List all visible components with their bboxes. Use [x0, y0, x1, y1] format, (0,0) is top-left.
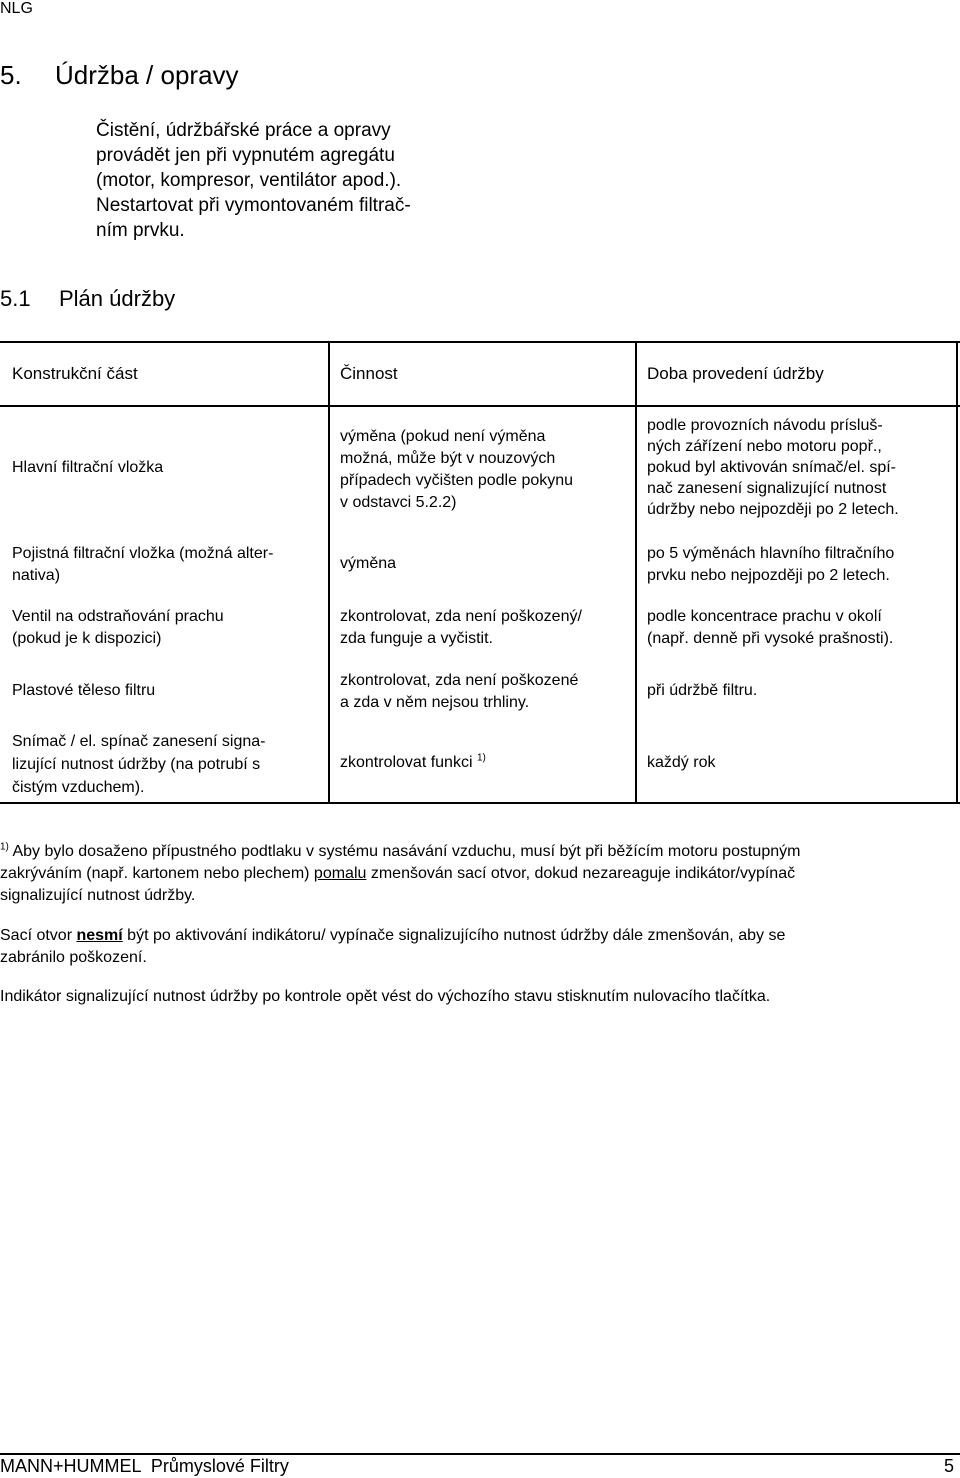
table-row-1-part — [12, 458, 163, 478]
cell-line: (např. denně při vysoké prašnosti). — [647, 630, 894, 647]
cell-line: Ventil na odstraňování prachu — [12, 608, 224, 625]
cell-line: Pojistná filtrační vložka (možná alter- — [12, 545, 274, 562]
subsection-heading — [0, 286, 175, 312]
cell-line: nativa) — [12, 567, 61, 584]
table-row-2-when — [647, 543, 894, 587]
section-heading — [0, 60, 239, 91]
footer-company: MANN+HUMMEL Průmyslové Filtry — [0, 1456, 289, 1476]
cell-line: nač zanesení signalizující nutnost — [647, 480, 887, 497]
cell-line: podle koncentrace prachu v okolí — [647, 608, 882, 625]
warning-line: provádět jen při vypnutém agregátu — [96, 145, 395, 166]
subsection-number: 5.1 — [0, 286, 31, 311]
warning-line: Nestartovat při vymontovaném filtrač- — [96, 195, 411, 216]
note-text: být po aktivování indikátoru/ vypínače signalizujícího nutnost údržby dále zmenšován, aby se — [122, 927, 786, 944]
table-right-border — [956, 341, 958, 804]
table-bottom-border — [0, 802, 960, 804]
section-title: Údržba / opravy — [55, 60, 239, 90]
note-2 — [0, 925, 958, 969]
note-3 — [0, 986, 958, 1008]
table-row-2-part — [12, 543, 273, 587]
column-header-part: Konstrukční část — [12, 364, 138, 383]
footnote-reference: 1) — [476, 752, 486, 764]
table-row-2-activity — [340, 554, 396, 574]
cell-line: každý rok — [647, 754, 716, 771]
cell-line: údržby nebo nejpozději po 2 letech. — [647, 501, 899, 518]
table-row-3-when — [647, 606, 893, 650]
section-number: 5. — [0, 60, 22, 90]
note-text: zmenšován sací otvor, dokud nezareaguje indikátor/vypínač — [366, 865, 796, 882]
table-row-5-part — [12, 730, 265, 799]
table-row-5-when — [647, 753, 715, 773]
cell-line: zkontrolovat funkci — [340, 754, 473, 771]
cell-line: Snímač / el. spínač zanesení signa- — [12, 733, 266, 750]
cell-line: pokud byl aktivován snímač/el. spí- — [647, 459, 897, 476]
cell-line: prvku nebo nejpozději po 2 letech. — [647, 567, 890, 584]
cell-line: zkontrolovat, zda není poškozený/ — [340, 608, 582, 625]
note-text: zabránilo poškození. — [0, 949, 147, 966]
cell-line: po 5 výměnách hlavního filtračního — [647, 545, 895, 562]
table-row-3-part — [12, 606, 224, 650]
cell-line: výměna — [340, 555, 397, 572]
cell-line: čistým vzduchem). — [12, 779, 145, 796]
safety-warning — [96, 118, 496, 243]
cell-line: ných zářízení nebo motoru popř., — [647, 438, 882, 455]
table-row-4-activity — [340, 670, 578, 714]
table-header-border — [0, 405, 960, 407]
note-text: zakrýváním (např. kartonem nebo plechem) — [0, 865, 314, 882]
table-row-1-activity — [340, 426, 573, 514]
cell-line: Plastové těleso filtru — [12, 682, 156, 699]
table-row-5-activity — [340, 753, 486, 773]
warning-line: ním prvku. — [96, 220, 185, 241]
column-header-activity: Činnost — [340, 364, 398, 383]
table-row-1-when — [647, 415, 899, 520]
cell-line: možná, může být v nouzových — [340, 450, 556, 467]
table-row-4-part — [12, 681, 155, 701]
cell-line: zkontrolovat, zda není poškozené — [340, 672, 579, 689]
note-text: signalizující nutnost údržby. — [0, 887, 196, 904]
table-top-border — [0, 341, 960, 343]
table-row-3-activity — [340, 606, 582, 650]
note-text: Indikátor signalizující nutnost údržby po kontrole opět vést do výchozího stavu stisknutím nulovacího tlačítka. — [0, 988, 771, 1005]
table-row-4-when — [647, 681, 757, 701]
note-text: Aby bylo dosaženo přípustného podtlaku v systému nasávání vzduchu, musí být při běžícím motoru postupným — [12, 843, 801, 860]
warning-line: (motor, kompresor, ventilátor apod.). — [96, 170, 402, 191]
cell-line: výměna (pokud není výměna — [340, 428, 546, 445]
footnote-mark: 1) — [0, 841, 9, 853]
cell-line: případech vyčišten podle pokynu — [340, 472, 574, 489]
table-column-divider — [635, 341, 637, 804]
footer-rule — [0, 1453, 960, 1455]
note-text: Sací otvor — [0, 927, 77, 944]
column-header-when: Doba provedení údržby — [647, 364, 824, 383]
warning-line: Čistění, údržbářské práce a opravy — [96, 120, 391, 141]
cell-line: zda funguje a vyčistit. — [340, 630, 493, 647]
page-number: 5 — [943, 1456, 954, 1476]
cell-line: při údržbě filtru. — [647, 682, 758, 699]
table-column-divider — [328, 341, 330, 804]
emphasis-underline: pomalu — [313, 865, 367, 882]
emphasis-bold-underline: nesmí — [76, 927, 123, 944]
cell-line: v odstavci 5.2.2) — [340, 494, 457, 511]
language-code: NLG — [0, 0, 33, 17]
cell-line: lizující nutnost údržby (na potrubí s — [12, 756, 261, 773]
cell-line: podle provozních návodu prísluš- — [647, 417, 883, 434]
footnote-1 — [0, 841, 958, 907]
cell-line: (pokud je k dispozici) — [12, 630, 162, 647]
subsection-title: Plán údržby — [59, 286, 176, 311]
cell-line: Hlavní filtrační vložka — [12, 459, 164, 476]
cell-line: a zda v něm nejsou trhliny. — [340, 694, 530, 711]
